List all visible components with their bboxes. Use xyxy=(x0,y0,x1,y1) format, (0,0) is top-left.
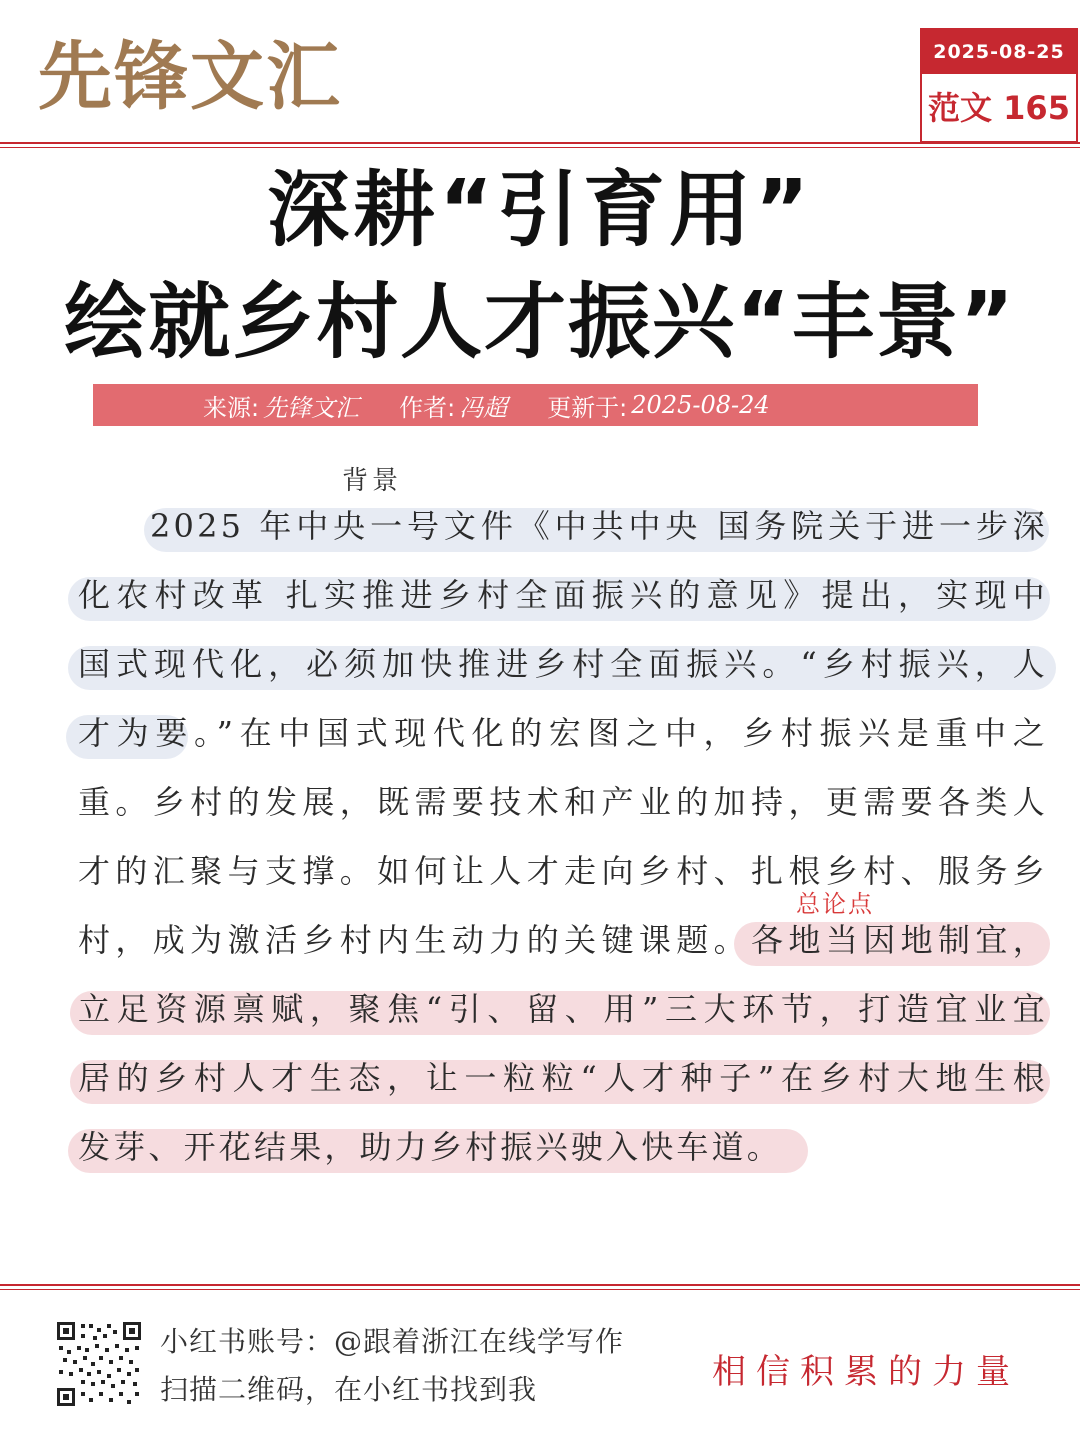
footer-divider xyxy=(0,1284,1080,1286)
article-title-line2: 绘就乡村人才振兴“丰景” xyxy=(64,275,1016,370)
body-line-text: 2025 年中央一号文件《中共中央 国务院关于进一步深 xyxy=(150,507,1048,545)
qr-code-icon xyxy=(55,1320,143,1408)
meta-author xyxy=(399,388,507,423)
body-line-text: 国式现代化，必须加快推进乡村全面振兴。“乡村振兴，人 xyxy=(78,645,1048,683)
updated-value: 2025-08-24 xyxy=(631,391,770,419)
body-line-text: 化农村改革 扎实推进乡村全面振兴的意见》提出，实现中 xyxy=(78,576,1048,614)
body-line-text: 居的乡村人才生态，让一粒粒“人才种子”在乡村大地生根 xyxy=(78,1059,1048,1097)
article-body xyxy=(78,500,1048,1190)
body-line xyxy=(78,845,1048,914)
header-divider xyxy=(0,142,1080,144)
article-title-line1: 深耕“引育用” xyxy=(267,163,813,258)
header-divider-thin xyxy=(0,147,1080,148)
body-line-text: 村，成为激活乡村内生动力的关键课题。各地当因地制宜， xyxy=(78,921,1048,959)
body-line xyxy=(78,638,1048,707)
source-label: 来源: xyxy=(203,393,260,422)
issue-number: 范文 165 xyxy=(928,89,1070,127)
body-line-text: 才为要。”在中国式现代化的宏图之中，乡村振兴是重中之 xyxy=(78,714,1048,752)
annotation-background: 背景 xyxy=(342,466,403,496)
body-line xyxy=(78,914,1048,983)
body-line xyxy=(78,983,1048,1052)
updated-label: 更新于: xyxy=(547,393,628,422)
body-line xyxy=(78,1052,1048,1121)
slogan: 相信积累的力量 xyxy=(712,1352,1020,1392)
body-line xyxy=(78,707,1048,776)
article-meta-bar xyxy=(93,384,978,426)
meta-updated xyxy=(547,388,769,423)
source-value: 先锋文汇 xyxy=(263,393,360,422)
footer-divider-thin xyxy=(0,1289,1080,1290)
body-line xyxy=(78,1121,1048,1190)
account-info: 小红书账号：@跟着浙江在线学写作 xyxy=(160,1325,625,1358)
issue-date: 2025-08-25 xyxy=(922,30,1076,74)
body-line xyxy=(78,569,1048,638)
body-line-text: 发芽、开花结果，助力乡村振兴驶入快车道。 xyxy=(78,1128,783,1166)
annotation-main-argument: 总论点 xyxy=(796,890,874,918)
body-line-text: 才的汇聚与支撑。如何让人才走向乡村、扎根乡村、服务乡 xyxy=(78,852,1048,890)
body-line-text: 立足资源禀赋，聚焦“引、留、用”三大环节，打造宜业宜 xyxy=(78,990,1048,1028)
date-issue-badge xyxy=(920,28,1078,143)
author-label: 作者: xyxy=(399,393,456,422)
body-line-text: 重。乡村的发展，既需要技术和产业的加持，更需要各类人 xyxy=(78,783,1048,821)
meta-source xyxy=(203,388,359,423)
body-line xyxy=(78,500,1048,569)
body-line xyxy=(78,776,1048,845)
author-value: 冯超 xyxy=(459,393,508,422)
scan-instruction: 扫描二维码，在小红书找到我 xyxy=(160,1373,538,1406)
brand-logo-text: 先锋文汇 xyxy=(38,34,342,120)
